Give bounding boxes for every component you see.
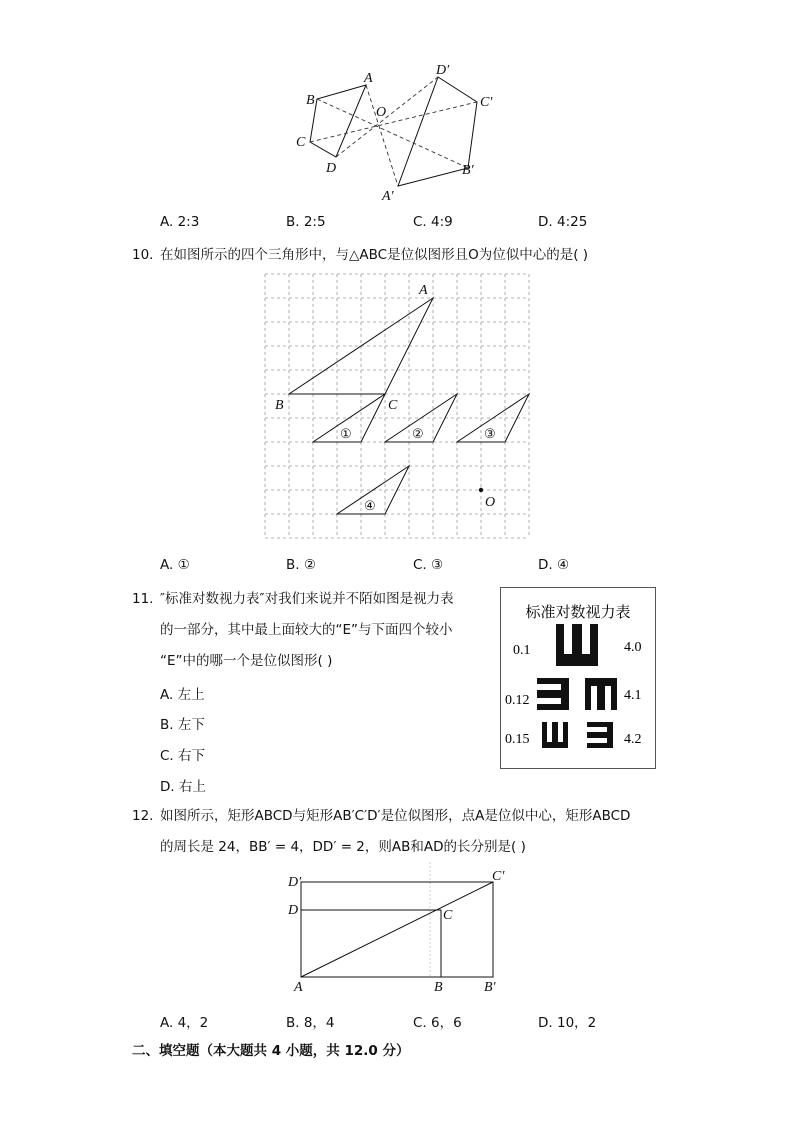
- q9-label-ap: A′: [382, 189, 394, 204]
- q12-label-d: D: [288, 903, 299, 918]
- eye-chart-e-lower-left: [542, 722, 568, 748]
- eye-chart-e-upper-left: [537, 678, 569, 710]
- q10-label-c: C: [388, 398, 398, 413]
- q12-label-c: C: [443, 908, 453, 923]
- q10-grid-figure: [262, 270, 534, 545]
- q10-option-a[interactable]: A. ①: [160, 557, 190, 573]
- eye-chart-e-upper-right: [585, 678, 617, 710]
- q9-option-a[interactable]: A. 2:3: [160, 214, 200, 230]
- q9-option-b[interactable]: B. 2:5: [286, 214, 326, 230]
- q12-figure: [280, 862, 520, 997]
- q11-eye-chart: [500, 587, 657, 770]
- q12-option-d[interactable]: D. 10，2: [538, 1015, 597, 1031]
- q12-option-c[interactable]: C. 6，6: [413, 1015, 462, 1031]
- q10-label-t2: ②: [412, 426, 424, 441]
- q12-label-dp: D′: [288, 875, 302, 890]
- q12-label-bp: B′: [484, 980, 496, 995]
- q9-label-cp: C′: [480, 95, 493, 110]
- q10-label-b: B: [275, 398, 284, 413]
- q12-option-b[interactable]: B. 8，4: [286, 1015, 335, 1031]
- q12-line-1: 如图所示，矩形ABCD与矩形AB′C′D′是位似图形，点A是位似中心，矩形ABCD: [160, 808, 631, 824]
- q9-figure: [290, 58, 510, 208]
- q12-label-cp: C′: [492, 869, 505, 884]
- q11-option-c[interactable]: C. 右下: [160, 748, 206, 764]
- q9-label-a: A: [364, 71, 373, 86]
- q10-label-o: O: [485, 495, 496, 510]
- q11-line-3: “E”中的哪一个是位似图形( ): [160, 653, 333, 669]
- q11-option-b[interactable]: B. 左下: [160, 717, 205, 733]
- eye-chart-row3-left: 0.15: [505, 732, 530, 747]
- q10-number: 10.: [132, 247, 154, 263]
- q10-text: 在如图所示的四个三角形中，与△ABC是位似图形且O为位似中心的是( ): [160, 247, 589, 263]
- q10-label-t1: ①: [340, 426, 352, 441]
- q11-option-a[interactable]: A. 左上: [160, 687, 205, 703]
- q9-label-dp: D′: [436, 63, 450, 78]
- q10-point-o: [479, 488, 483, 492]
- q11-line-2: 的一部分，其中最上面较大的“E”与下面四个较小: [160, 622, 453, 638]
- q10-option-c[interactable]: C. ③: [413, 557, 444, 573]
- q11-option-d[interactable]: D. 右上: [160, 779, 206, 795]
- q10-option-b[interactable]: B. ②: [286, 557, 316, 573]
- q9-option-c[interactable]: C. 4:9: [413, 214, 453, 230]
- q12-option-a[interactable]: A. 4，2: [160, 1015, 209, 1031]
- eye-chart-e-lower-right: [587, 722, 613, 748]
- q9-label-bp: B′: [462, 163, 474, 178]
- q10-label-t3: ③: [484, 426, 496, 441]
- eye-chart-row2-left: 0.12: [505, 693, 530, 708]
- q9-option-d[interactable]: D. 4:25: [538, 214, 588, 230]
- q9-label-c: C: [296, 135, 306, 150]
- q12-label-b: B: [434, 980, 443, 995]
- q12-label-a: A: [294, 980, 303, 995]
- q10-label-a: A: [419, 283, 428, 298]
- q9-label-o: O: [376, 105, 387, 120]
- eye-chart-row3-right: 4.2: [624, 732, 642, 747]
- q10-option-d[interactable]: D. ④: [538, 557, 570, 573]
- eye-chart-big-e: [556, 624, 598, 666]
- q9-label-d: D: [326, 161, 337, 176]
- q11-line-1: ″标准对数视力表″对我们来说并不陌如图是视力表: [160, 591, 454, 607]
- eye-chart-title: 标准对数视力表: [525, 603, 631, 621]
- q10-label-t4: ④: [364, 498, 376, 513]
- eye-chart-row2-right: 4.1: [624, 688, 642, 703]
- q11-number: 11.: [132, 591, 154, 607]
- q9-label-b: B: [306, 93, 315, 108]
- section-heading: 二、填空题（本大题共 4 小题，共 12.0 分）: [132, 1043, 410, 1059]
- eye-chart-row1-left: 0.1: [513, 643, 531, 658]
- q12-line-2: 的周长是 24，BB′ = 4，DD′ = 2，则AB和AD的长分别是( ): [160, 839, 526, 855]
- eye-chart-row1-right: 4.0: [624, 640, 642, 655]
- q12-number: 12.: [132, 808, 154, 824]
